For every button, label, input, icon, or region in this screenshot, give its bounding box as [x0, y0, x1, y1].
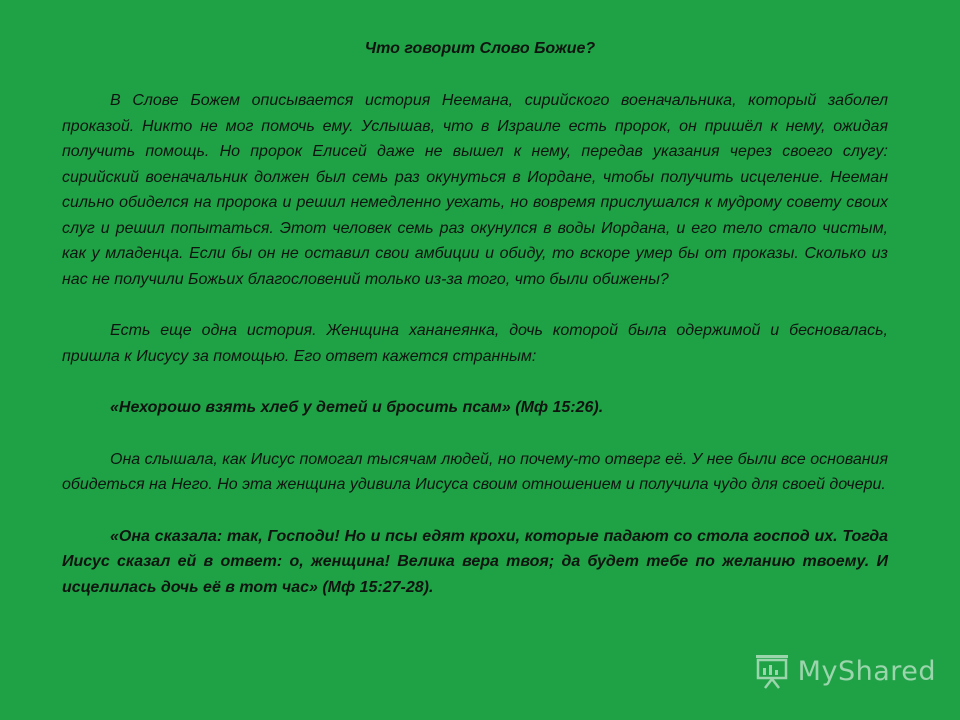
- watermark-text: MyShared: [797, 655, 936, 687]
- quote-matthew-15-27-28: «Она сказала: так, Господи! Но и псы едят крохи, которые падают со стола господ их. Тогда Иисус сказал ей в ответ: о, женщина! Велика вера твоя; да будет тебе по желанию твоему. И исцелилась дочь её в тот час» (Мф 15:27-28).: [62, 527, 888, 596]
- paragraph-naaman-story: В Слове Божем описывается история Неемана, сирийского военачальника, который заболел проказой. Никто не мог помочь ему. Услышав, что в Израиле есть пророк, он пришёл к нему, ожидая получить помощь. Но пророк Елисей даже не вышел к нему, передав указания через своего слугу: сирийский военачальник должен был семь раз окунуться в Иордане, чтобы получить исцеление. Нееман сильно обиделся на пророка и решил немедленно уехать, но вовремя прислушался к мудрому совету своих слуг и решил попытаться. Этот человек семь раз окунулся в воды Иордана, и его тело стало чистым, как у младенца. Если бы он не оставил свои амбиции и обиду, то вскоре умер бы от проказы. Сколько из нас не получили Божьих благословений только из-за того, что были обижены?: [62, 92, 888, 288]
- paragraph-woman-response: Она слышала, как Иисус помогал тысячам людей, но почему-то отверг её. У нее были все основания обидеться на Него. Но эта женщина удивила Иисуса своим отношением и получила чудо для своей дочери.: [62, 450, 888, 493]
- paragraph-canaanite-woman: Есть еще одна история. Женщина хананеянка, дочь которой была одержимой и бесновалась, пришла к Иисусу за помощью. Его ответ кажется странным:: [62, 322, 888, 365]
- slide-title: Что говорит Слово Божие?: [364, 40, 596, 57]
- quote-matthew-15-26: «Нехорошо взять хлеб у детей и бросить псам» (Мф 15:26).: [110, 399, 604, 416]
- slide-body: [62, 88, 888, 626]
- myshared-watermark: [754, 652, 936, 690]
- presentation-board-icon: [754, 652, 790, 690]
